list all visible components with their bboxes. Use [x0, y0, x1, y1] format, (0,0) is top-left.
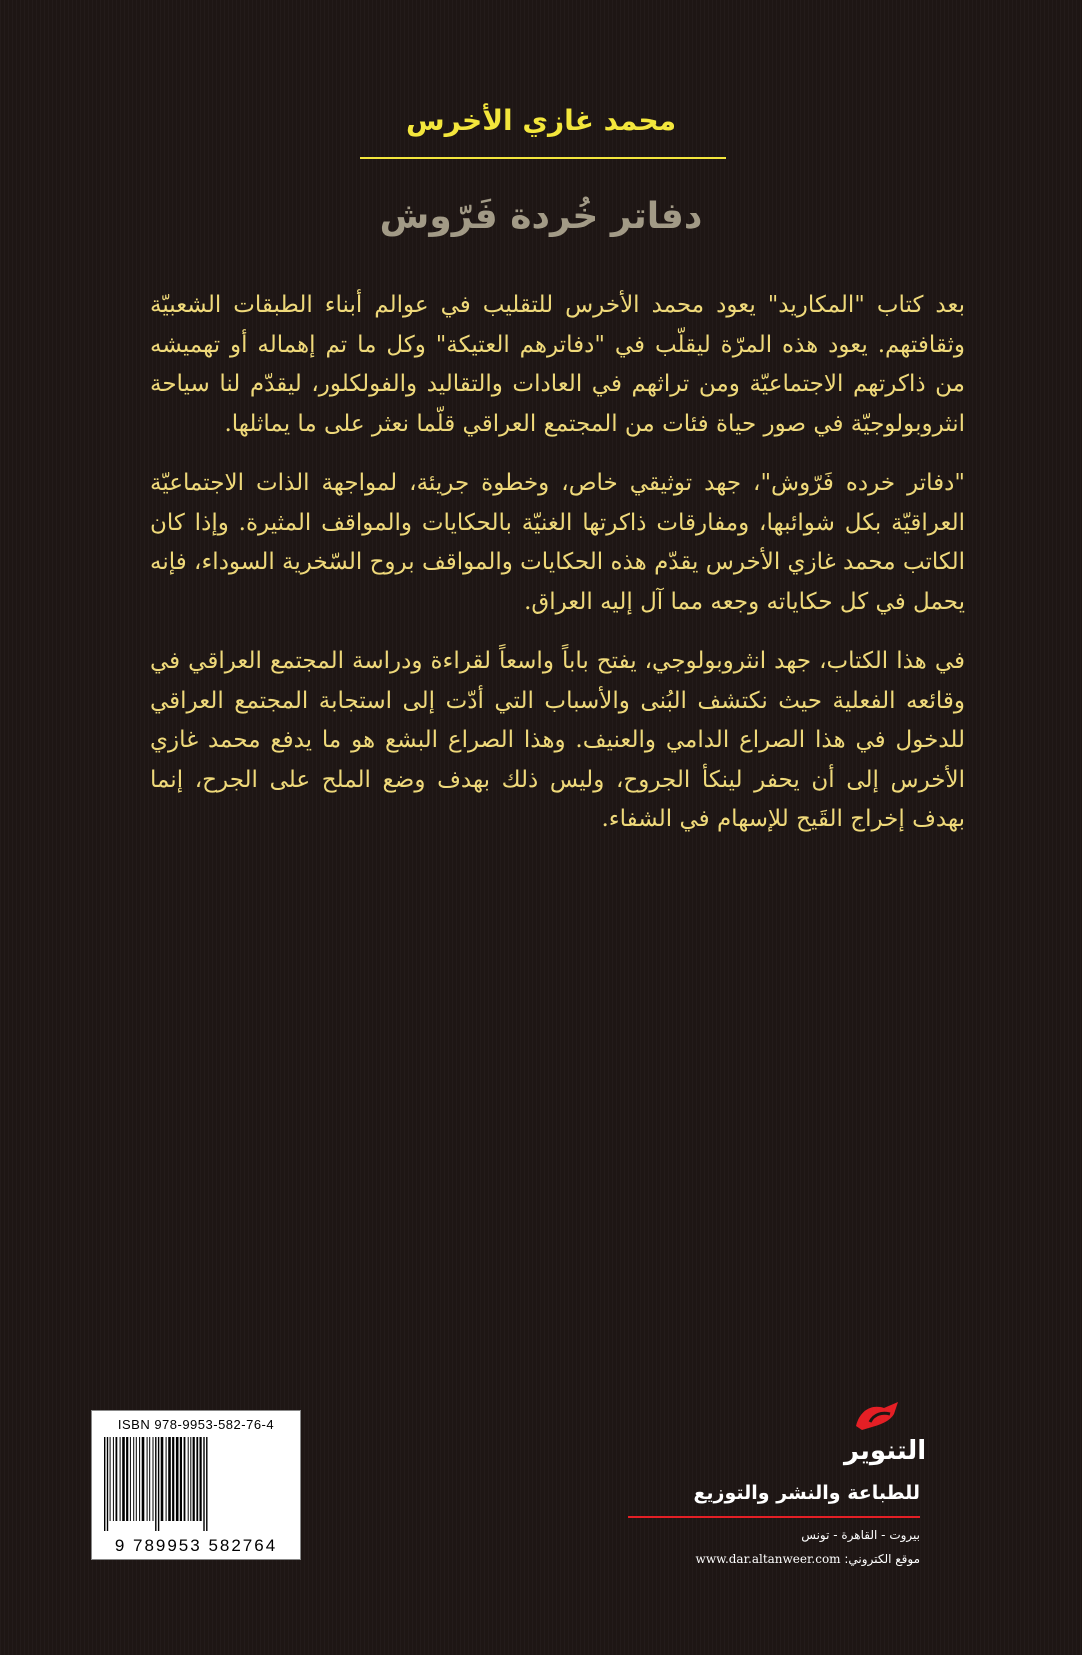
- barcode-bar: [153, 1437, 154, 1521]
- barcode-bar: [190, 1437, 191, 1521]
- publisher-name: للطباعة والنشر والتوزيع: [693, 1482, 920, 1504]
- publisher-website-row: [600, 1552, 920, 1566]
- barcode-bar: [196, 1437, 198, 1521]
- publisher-divider: [628, 1516, 920, 1518]
- barcode-bar: [107, 1437, 108, 1531]
- barcode-bar: [200, 1437, 202, 1521]
- publisher-cities: بيروت - القاهرة - تونس: [801, 1528, 920, 1542]
- barcode-bar: [172, 1437, 174, 1521]
- author-name: محمد غازي الأخرس: [405, 104, 677, 137]
- barcode-bar: [122, 1437, 125, 1521]
- blurb-paragraph: في هذا الكتاب، جهد انثروبولوجي، يفتح باباً واسعاً لقراءة ودراسة المجتمع العراقي في وقائعه الفعلية حيث نكتشف البُنى والأسباب التي أدّت إلى استجابة المجتمع العراقي للدخول في هذا الصراع الدامي والعنيف. وهذا الصراع البشع هو ما يدفع محمد غازي الأخرس إلى أن يحفر لينكأ الجروح، وليس ذلك بهدف وضع الملح على الجرح، إنما بهدف إخراج القَيح للإسهام في الشفاء.: [150, 648, 965, 832]
- barcode-bar: [142, 1437, 145, 1521]
- publisher-logo-icon: [848, 1396, 908, 1436]
- barcode-bar: [193, 1437, 195, 1521]
- barcode-bar: [104, 1437, 105, 1531]
- barcode-bar: [113, 1437, 114, 1521]
- barcode-bar: [147, 1437, 148, 1521]
- isbn-label: ISBN 978-9953-582-76-4: [117, 1417, 275, 1432]
- book-title: دفاتر خُردة فَرّوش: [379, 196, 703, 237]
- barcode-bar: [206, 1437, 207, 1531]
- barcode-digits: 9 789953 582764: [114, 1536, 278, 1555]
- blurb-paragraph: بعد كتاب "المكاريد" يعود محمد الأخرس للتقليب في عوالم أبناء الطبقات الشعبيّة وثقافتهم. يعود هذه المرّة ليقلّب في "دفاترهم العتيكة" وكل ما تم إهماله أو تهميشه من ذاكرتهم الاجتماعيّة ومن تراثهم في العادات والتقاليد والفولكلور، ليقدّم لنا سياحة انثروبولوجيّة في صور حياة فئات من المجتمع العراقي قلّما نعثر على ما يماثلها.: [150, 292, 965, 437]
- barcode-bar: [116, 1437, 118, 1521]
- barcode-bar: [166, 1437, 167, 1521]
- barcode-bar: [176, 1437, 179, 1521]
- blurb: [150, 286, 965, 860]
- barcode-bar: [136, 1437, 137, 1521]
- barcode-bar: [139, 1437, 140, 1521]
- publisher-logo-text: التنوير: [844, 1436, 927, 1466]
- barcode-bar: [184, 1437, 186, 1521]
- barcode-bar: [180, 1437, 182, 1521]
- barcode-bar: [158, 1437, 159, 1531]
- barcode: [91, 1410, 301, 1560]
- barcode-bar: [149, 1437, 150, 1521]
- barcode-bar: [161, 1437, 164, 1521]
- barcode-bars: [102, 1437, 290, 1531]
- barcode-bar: [203, 1437, 204, 1531]
- barcode-bar: [133, 1437, 134, 1521]
- barcode-bar: [188, 1437, 189, 1521]
- barcode-bar: [110, 1437, 111, 1521]
- barcode-bar: [130, 1437, 131, 1521]
- blurb-paragraph: "دفاتر خرده فَرّوش"، جهد توثيقي خاص، وخطوة جريئة، لمواجهة الذات الاجتماعيّة العراقيّة بكل شوائبها، ومفارقات ذاكرتها الغنيّة بالحكايات والمواقف المثيرة. وإذا كان الكاتب محمد غازي الأخرس يقدّم هذه الحكايات والمواقف بروح السّخرية السوداء، فإنه يحمل في كل حكاياته وجعه مما آل إليه العراق.: [150, 470, 965, 615]
- barcode-bar: [168, 1437, 171, 1521]
- website-label: موقع الكتروني:: [844, 1552, 920, 1566]
- barcode-bar: [126, 1437, 128, 1521]
- barcode-bar: [120, 1437, 121, 1521]
- title-divider: [360, 157, 726, 159]
- website-url: www.dar.altanweer.com: [695, 1552, 841, 1566]
- barcode-bar: [155, 1437, 156, 1531]
